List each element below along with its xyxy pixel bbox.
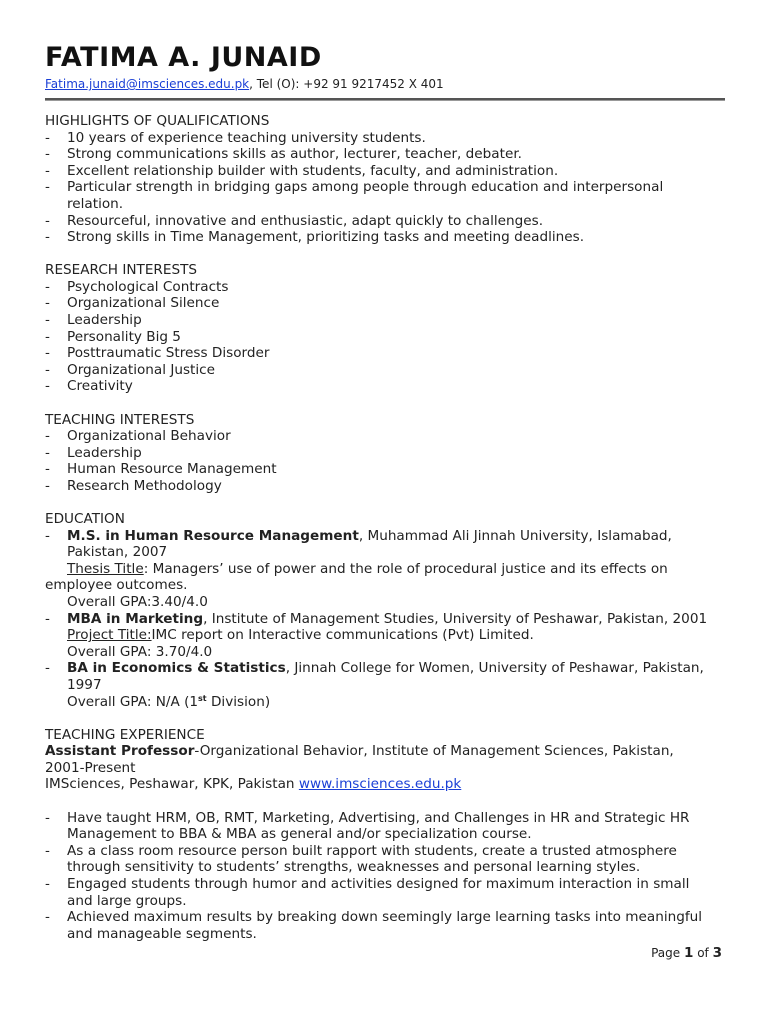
list-item: - Resourceful, innovative and enthusiastic, adapt quickly to challenges.: [45, 212, 544, 229]
list-item: - Human Resource Management: [45, 461, 277, 478]
website-link[interactable]: www.imsciences.edu.pk: [298, 776, 462, 793]
gpa-mba: Overall GPA: 3.70/4.0: [67, 643, 213, 660]
degree-mba: MBA in Marketing: [67, 610, 204, 627]
experience-heading: TEACHING EXPERIENCE: [45, 726, 205, 743]
education-list: [45, 528, 725, 711]
education-entry-ba: - BA in Economics & Statistics, Jinnah College for Women, University of Peshawar, Pakistan, 1997: [45, 660, 704, 693]
education-entry-mba: - MBA in Marketing, Institute of Management Studies, University of Peshawar, Pakistan, 2001: [45, 610, 708, 627]
project-line: Project Title:IMC report on Interactive communications (Pvt) Limited.: [67, 627, 534, 644]
education-entry-ms: - M.S. in Human Resource Management, Muhammad Ali Jinnah University, Islamabad, Pakistan, 2007: [45, 527, 672, 561]
resume-name: FATIMA A. JUNAID: [45, 42, 322, 73]
research-heading: RESEARCH INTERESTS: [45, 262, 198, 279]
job-location: IMSciences, Peshawar, KPK, Pakistan www.imsciences.edu.pk: [45, 776, 462, 793]
thesis-label: Thesis Title: [67, 560, 144, 577]
highlights-heading: HIGHLIGHTS OF QUALIFICATIONS: [45, 113, 270, 129]
resume-page: [45, 42, 725, 942]
contact-line: [45, 76, 725, 92]
list-item: - Strong communications skills as author, lecturer, teacher, debater.: [45, 146, 522, 163]
project-label: Project Title:: [67, 627, 152, 644]
list-item: - Achieved maximum results by breaking down seemingly large learning tasks into meaningful and manageable segments.: [45, 909, 703, 942]
list-item: - Excellent relationship builder with students, faculty, and administration.: [45, 162, 559, 179]
highlights-list: [45, 130, 725, 246]
degree-ba: BA in Economics & Statistics: [67, 660, 286, 677]
list-item: - As a class room resource person built rapport with students, create a trusted atmosphere through sensitivity to students’ strengths, weaknesses and personal learning styles.: [45, 842, 677, 876]
list-item: - Psychological Contracts: [45, 278, 229, 295]
list-item: - Strong skills in Time Management, prioritizing tasks and meeting deadlines.: [45, 229, 585, 246]
thesis-line: Thesis Title: Managers’ use of power and the role of procedural justice and its effects on: [67, 560, 668, 577]
list-item: - Organizational Behavior: [45, 428, 231, 445]
list-item: - Organizational Justice: [45, 361, 215, 378]
experience-list: [45, 810, 717, 943]
list-item: - Organizational Silence: [45, 295, 220, 312]
list-item: - Have taught HRM, OB, RMT, Marketing, Advertising, and Challenges in HR and Strategic HR Management to BBA & MBA as general and/or specialization course.: [45, 809, 690, 843]
gpa-ms: Overall GPA:3.40/4.0: [67, 593, 208, 610]
list-item: - Engaged students through humor and activities designed for maximum interaction in small and large groups.: [45, 875, 690, 909]
gpa-ba: Overall GPA: N/A (1st Division): [67, 693, 271, 710]
list-item: - Research Methodology: [45, 477, 222, 494]
list-item: - Leadership: [45, 312, 142, 329]
page-number: 1: [683, 945, 694, 961]
job-title: Assistant Professor: [45, 743, 195, 760]
list-item: - Personality Big 5: [45, 328, 181, 345]
thesis-line-cont: employee outcomes.: [45, 577, 188, 594]
list-item: - Particular strength in bridging gaps among people through education and interpersonal relation.: [45, 179, 664, 212]
email-link[interactable]: Fatima.junaid@imsciences.edu.pk: [45, 77, 250, 91]
teaching-interests-heading: TEACHING INTERESTS: [45, 411, 195, 428]
education-heading: EDUCATION: [45, 510, 125, 527]
degree-ms: M.S. in Human Resource Management: [67, 527, 359, 544]
list-item: - 10 years of experience teaching university students.: [45, 129, 426, 146]
page-footer: Page 1 of 3: [651, 945, 722, 961]
job-title-line: Assistant Professor-Organizational Behavior, Institute of Management Sciences, Pakistan, 2001-Present: [45, 743, 674, 776]
list-item: - Leadership: [45, 444, 142, 461]
page-total: 3: [712, 945, 722, 961]
phone-text: , Tel (O): +92 91 9217452 X 401: [249, 77, 444, 91]
list-item: - Posttraumatic Stress Disorder: [45, 345, 270, 362]
research-list: [45, 279, 725, 395]
header-rule: [45, 98, 725, 101]
teaching-interests-list: [45, 428, 725, 494]
list-item: - Creativity: [45, 378, 133, 395]
